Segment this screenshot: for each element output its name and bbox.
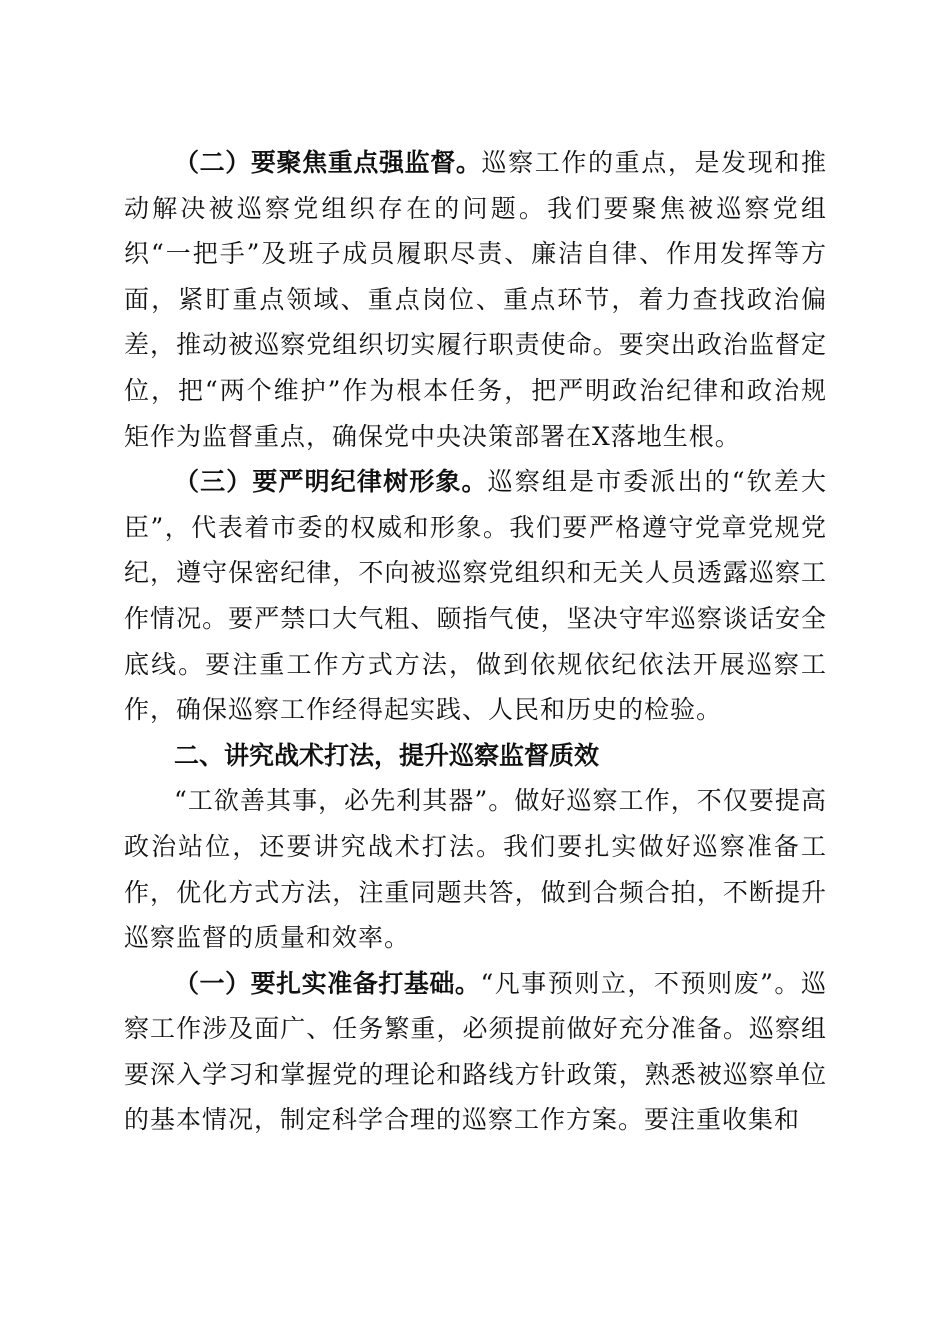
paragraph-discipline-image [124,459,827,733]
paragraph-lead: （二）要聚焦重点强监督。 [174,148,482,177]
paragraph-body: “凡事预则立，不预则废”。巡察工作涉及面广、任务繁重，必须提前做好充分准备。巡察组要深入学习和掌握党的理论和路线方针政策，熟悉被巡察单位的基本情况，制定科学合理的巡察工作方案。要注重收集和 [124,968,827,1135]
paragraph-intro: “工欲善其事，必先利其器”。做好巡察工作，不仅要提高政治站位，还要讲究战术打法。我们要扎实做好巡察准备工作，优化方式方法，注重同题共答，做到合频合拍，不断提升巡察监督的质量和效率。 [124,786,827,953]
paragraph-preparation [124,961,827,1143]
section-heading: 二、讲究战术打法，提升巡察监督质效 [174,740,600,770]
paragraph-focus-supervision [124,140,827,459]
document-page [124,140,827,1143]
paragraph-body: 巡察组是市委派出的“钦差大臣”，代表着市委的权威和形象。我们要严格遵守党章党规党纪，遵守保密纪律，不向被巡察党组织和无关人员透露巡察工作情况。要严禁口大气粗、颐指气使，坚决守牢巡察谈话安全底线。要注重工作方式方法，做到依规依纪依法开展巡察工作，确保巡察工作经得起实践、人民和历史的检验。 [124,467,827,725]
paragraph-lead: （一）要扎实准备打基础。 [174,968,481,998]
paragraph-lead: （三）要严明纪律树形象。 [174,467,488,497]
paragraph-body: 巡察工作的重点，是发现和推动解决被巡察党组织存在的问题。我们要聚焦被巡察党组织“一把手”及班子成员履职尽责、廉洁自律、作用发挥等方面，紧盯重点领域、重点岗位、重点环节，着力查找政治偏差，推动被巡察党组织切实履行职责使命。要突出政治监督定位，把“两个维护”作为根本任务，把严明政治纪律和政治规矩作为监督重点，确保党中央决策部署在X落地生根。 [124,148,827,451]
